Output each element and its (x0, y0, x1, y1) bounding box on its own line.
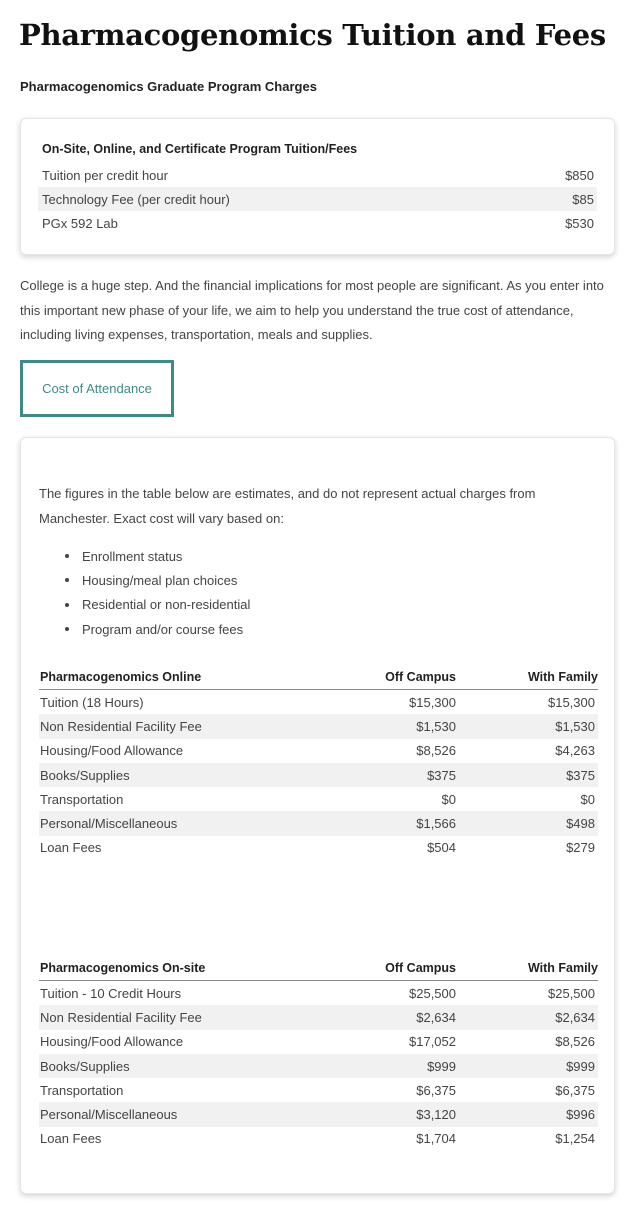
table-row: Loan Fees $504 $279 (40, 840, 595, 856)
list-item: Enrollment status (65, 544, 250, 568)
onsite-cost-table (39, 956, 598, 1151)
intro-paragraph: College is a huge step. And the financial implications for most people are significant. As you enter into this important new phase of your life, we aim to help you understand the true cost of attendance, including living expenses, transportation, meals and supplies. (20, 278, 604, 342)
page-subtitle: Pharmacogenomics Graduate Program Charges (20, 79, 317, 94)
page-title: Pharmacogenomics Tuition and Fees (19, 18, 606, 52)
table-row: Personal/Miscellaneous $1,566 $498 (39, 811, 598, 835)
fee-value: $530 (565, 215, 594, 231)
table-row: Books/Supplies $375 $375 (39, 763, 598, 787)
fee-row (38, 163, 597, 187)
table-row: Books/Supplies $999 $999 (39, 1054, 598, 1078)
table-row: Loan Fees $1,704 $1,254 (40, 1131, 595, 1147)
list-item: Residential or non-residential (65, 593, 250, 617)
fee-label: Tuition per credit hour (42, 167, 168, 183)
list-item: Program and/or course fees (65, 617, 250, 641)
bullet-icon (65, 603, 69, 607)
table-header: Pharmacogenomics Online Off Campus With Family (39, 665, 598, 690)
table-row: Non Residential Facility Fee $1,530 $1,530 (39, 714, 598, 738)
list-item: Housing/meal plan choices (65, 568, 250, 592)
fees-heading: On-Site, Online, and Certificate Program Tuition/Fees (42, 142, 358, 156)
bullet-icon (65, 554, 69, 558)
cost-of-attendance-button[interactable]: Cost of Attendance (20, 360, 174, 417)
table-header: Pharmacogenomics On-site Off Campus With Family (39, 956, 598, 981)
table-row: Personal/Miscellaneous $3,120 $996 (39, 1102, 598, 1126)
fees-table (38, 163, 597, 235)
cost-of-attendance-panel (20, 437, 615, 1194)
table-row: Transportation $0 $0 (40, 791, 595, 807)
fee-value: $85 (572, 191, 594, 207)
estimates-paragraph: The figures in the table below are estimates, and do not represent actual charges from Manchester. Exact cost will vary based on: (39, 486, 536, 526)
fee-row (38, 187, 597, 211)
fee-row (38, 211, 597, 235)
table-row: Tuition - 10 Credit Hours $25,500 $25,500 (40, 985, 595, 1001)
table-row: Housing/Food Allowance $8,526 $4,263 (40, 743, 595, 759)
bullet-icon (65, 578, 69, 582)
table-row: Tuition (18 Hours) $15,300 $15,300 (40, 694, 595, 710)
table-row: Transportation $6,375 $6,375 (40, 1082, 595, 1098)
tuition-fees-card (20, 118, 615, 255)
fee-value: $850 (565, 167, 594, 183)
fee-label: PGx 592 Lab (42, 215, 118, 231)
fee-label: Technology Fee (per credit hour) (42, 191, 230, 207)
table-row: Non Residential Facility Fee $2,634 $2,634 (39, 1005, 598, 1029)
bullet-icon (65, 627, 69, 631)
table-row: Housing/Food Allowance $17,052 $8,526 (40, 1034, 595, 1050)
online-cost-table (39, 665, 598, 860)
cost-factors-list (65, 544, 250, 641)
